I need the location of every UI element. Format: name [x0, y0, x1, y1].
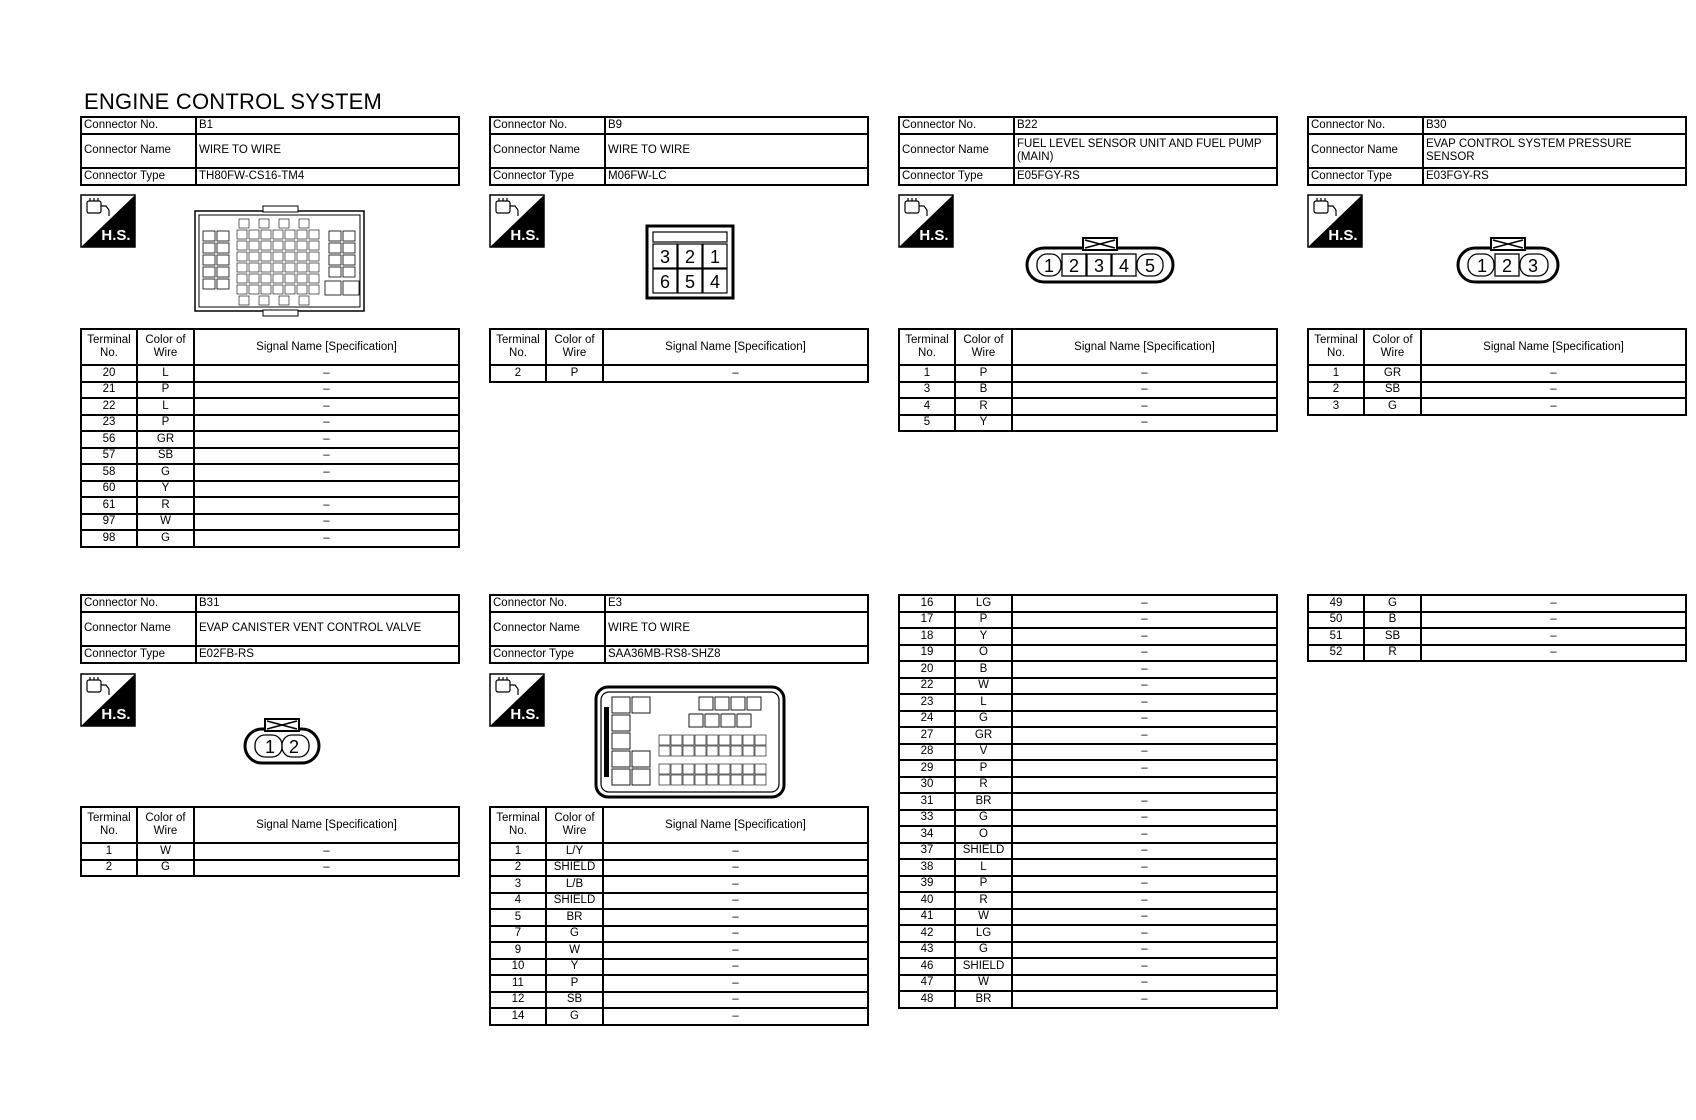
connector-name-value: FUEL LEVEL SENSOR UNIT AND FUEL PUMP (MAIN): [1014, 134, 1277, 168]
table-row: 41 W –: [899, 909, 1277, 926]
svg-text:H.S.: H.S.: [101, 706, 131, 723]
pin-label: 1: [709, 247, 721, 267]
table-row: 30 R: [899, 777, 1277, 794]
signal-name-header: Signal Name [Specification]: [194, 329, 459, 365]
connector-no-value: B9: [605, 117, 868, 134]
pin-label: 3: [659, 247, 671, 267]
table-row: 2 SB –: [1308, 382, 1686, 399]
page-title: ENGINE CONTROL SYSTEM: [84, 89, 382, 114]
connector-no-label: Connector No.: [81, 117, 196, 134]
color-of-wire-header: Color of Wire: [137, 329, 194, 365]
connector-name-label: Connector Name: [490, 134, 605, 168]
table-row: 28 V –: [899, 744, 1277, 761]
table-row: 11 P –: [490, 975, 868, 992]
pin-label: 5: [684, 272, 696, 292]
table-row: 33 G –: [899, 810, 1277, 827]
connector-no-value: B31: [196, 595, 459, 612]
table-row: 1 L/Y –: [490, 843, 868, 860]
table-row: 38 L –: [899, 859, 1277, 876]
connector-no-value: E3: [605, 595, 868, 612]
table-row: 2 SHIELD –: [490, 860, 868, 877]
table-row: 29 P –: [899, 760, 1277, 777]
harness-side-icon: [1307, 194, 1363, 248]
connector-name-value: EVAP CANISTER VENT CONTROL VALVE: [196, 612, 459, 646]
pin-label: 5: [1144, 256, 1156, 276]
signal-table-e3: Terminal No. Color of Wire Signal Name [Specification] 1 L/Y – 2 SHIELD – 3 L/B – 4 SHIELD – 5 BR – 7 G – 9 W – 10 Y – 11 P – 12 SB – 14 G –: [489, 806, 869, 1026]
table-row: 56 GR –: [81, 431, 459, 448]
table-row: 5 BR –: [490, 909, 868, 926]
signal-table-e3-continued-1: [898, 594, 1278, 1009]
table-row: 24 G –: [899, 711, 1277, 728]
table-row: 50 B –: [1308, 612, 1686, 629]
connector-name-value: WIRE TO WIRE: [605, 134, 868, 168]
harness-side-icon: [489, 194, 545, 248]
connector-face-e3: [594, 685, 786, 799]
hs-label: H.S.: [101, 227, 131, 244]
table-row: 9 W –: [490, 942, 868, 959]
table-row: 21 P –: [81, 382, 459, 399]
table-row: 27 GR –: [899, 727, 1277, 744]
table-row: 22 L –: [81, 398, 459, 415]
signal-table-b22: Terminal No. Color of Wire Signal Name [Specification] 1 P – 3 B – 4 R – 5 Y –: [898, 328, 1278, 432]
connector-type-value: E05FGY-RS: [1014, 168, 1277, 185]
table-row: 60 Y: [81, 481, 459, 498]
table-row: 2 G –: [81, 860, 459, 877]
table-row: 51 SB –: [1308, 628, 1686, 645]
table-row: 17 P –: [899, 612, 1277, 629]
harness-side-icon: [80, 673, 136, 727]
table-row: 16 LG –: [899, 595, 1277, 612]
connector-block-b1: [80, 116, 460, 186]
table-row: 5 Y –: [899, 415, 1277, 432]
table-row: 23 P –: [81, 415, 459, 432]
table-row: 3 G –: [1308, 398, 1686, 415]
table-row: 4 SHIELD –: [490, 893, 868, 910]
signal-table-b1: [80, 328, 460, 548]
table-row: 37 SHIELD –: [899, 843, 1277, 860]
table-row: 19 O –: [899, 645, 1277, 662]
table-row: 12 SB –: [490, 992, 868, 1009]
connector-face-b31: [243, 717, 321, 767]
connector-face-b1: [193, 205, 368, 317]
table-row: 1 W –: [81, 843, 459, 860]
pin-label: 2: [288, 737, 300, 757]
pin-label: 3: [1527, 256, 1539, 276]
connector-type-value: M06FW-LC: [605, 168, 868, 185]
connector-face-b30: [1456, 236, 1560, 286]
table-row: 2 P –: [490, 365, 868, 382]
connector-type-value: E03FGY-RS: [1423, 168, 1686, 185]
pin-label: 6: [659, 272, 671, 292]
signal-table-b31: Terminal No. Color of Wire Signal Name [Specification] 1 W – 2 G –: [80, 806, 460, 877]
pin-label: 3: [1093, 256, 1105, 276]
connector-type-value: SAA36MB-RS8-SHZ8: [605, 646, 868, 663]
connector-block-b31: Connector No. B31 Connector Name EVAP CANISTER VENT CONTROL VALVE Connector Type E02FB-RS: [80, 594, 460, 664]
table-row: 1 GR –: [1308, 365, 1686, 382]
table-row: 46 SHIELD –: [899, 958, 1277, 975]
connector-block-b30: Connector No. B30 Connector Name EVAP CONTROL SYSTEM PRESSURE SENSOR Connector Type E03FGY-RS: [1307, 116, 1687, 186]
table-row: 52 R –: [1308, 645, 1686, 662]
connector-block-e3: Connector No. E3 Connector Name WIRE TO WIRE Connector Type SAA36MB-RS8-SHZ8: [489, 594, 869, 664]
connector-name-value: WIRE TO WIRE: [605, 612, 868, 646]
table-row: 3 L/B –: [490, 876, 868, 893]
table-row: 23 L –: [899, 694, 1277, 711]
svg-text:H.S.: H.S.: [1328, 227, 1358, 244]
connector-type-value: E02FB-RS: [196, 646, 459, 663]
signal-table-e3-continued-2: [1307, 594, 1687, 662]
harness-side-icon: [489, 673, 545, 727]
connector-no-value: B1: [196, 117, 459, 134]
table-row: 40 R –: [899, 892, 1277, 909]
connector-face-b22: [1025, 236, 1175, 286]
table-row: 43 G –: [899, 942, 1277, 959]
table-row: 48 BR –: [899, 991, 1277, 1008]
table-row: 34 O –: [899, 826, 1277, 843]
signal-table-b9: Terminal No. Color of Wire Signal Name [Specification] 2 P –: [489, 328, 869, 383]
table-row: 61 R –: [81, 497, 459, 514]
svg-text:H.S.: H.S.: [919, 227, 949, 244]
table-row: 18 Y –: [899, 628, 1277, 645]
connector-no-value: B22: [1014, 117, 1277, 134]
table-row: 98 G –: [81, 530, 459, 547]
pin-label: 4: [709, 272, 721, 292]
table-row: 20 L –: [81, 365, 459, 382]
connector-face-b9: [645, 224, 735, 300]
connector-block-b22: Connector No. B22 Connector Name FUEL LEVEL SENSOR UNIT AND FUEL PUMP (MAIN) Connector Type E05FGY-RS: [898, 116, 1278, 186]
table-row: 14 G –: [490, 1008, 868, 1025]
table-row: 58 G –: [81, 464, 459, 481]
table-row: 49 G –: [1308, 595, 1686, 612]
pin-label: 1: [1043, 256, 1055, 276]
table-row: 4 R –: [899, 398, 1277, 415]
table-row: 22 W –: [899, 678, 1277, 695]
connector-name-value: EVAP CONTROL SYSTEM PRESSURE SENSOR: [1423, 134, 1686, 168]
svg-text:H.S.: H.S.: [510, 706, 540, 723]
connector-block-b9: [489, 116, 869, 186]
signal-table-b30: Terminal No. Color of Wire Signal Name [Specification] 1 GR – 2 SB – 3 G –: [1307, 328, 1687, 416]
table-row: 3 B –: [899, 382, 1277, 399]
connector-name-label: Connector Name: [81, 134, 196, 168]
terminal-no-header: Terminal No.: [81, 329, 137, 365]
connector-no-value: B30: [1423, 117, 1686, 134]
harness-side-icon: [80, 194, 136, 248]
table-row: 97 W –: [81, 514, 459, 531]
table-row: 20 B –: [899, 661, 1277, 678]
table-row: 42 LG –: [899, 925, 1277, 942]
connector-type-value: TH80FW-CS16-TM4: [196, 168, 459, 185]
pin-label: 1: [1476, 256, 1488, 276]
table-row: 39 P –: [899, 876, 1277, 893]
pin-label: 4: [1118, 256, 1130, 276]
connector-header-b1: [80, 116, 460, 186]
connector-no-label: Connector No.: [490, 117, 605, 134]
pin-label: 2: [684, 247, 696, 267]
table-row: 1 P –: [899, 365, 1277, 382]
connector-type-label: Connector Type: [81, 168, 196, 185]
svg-text:H.S.: H.S.: [510, 227, 540, 244]
table-row: 57 SB –: [81, 448, 459, 465]
table-row: 31 BR –: [899, 793, 1277, 810]
table-row: 47 W –: [899, 975, 1277, 992]
connector-type-label: Connector Type: [490, 168, 605, 185]
table-row: 7 G –: [490, 926, 868, 943]
harness-side-icon: [898, 194, 954, 248]
pin-label: 1: [264, 737, 276, 757]
connector-name-value: WIRE TO WIRE: [196, 134, 459, 168]
table-row: 10 Y –: [490, 959, 868, 976]
pin-label: 2: [1068, 256, 1080, 276]
pin-label: 2: [1501, 256, 1513, 276]
